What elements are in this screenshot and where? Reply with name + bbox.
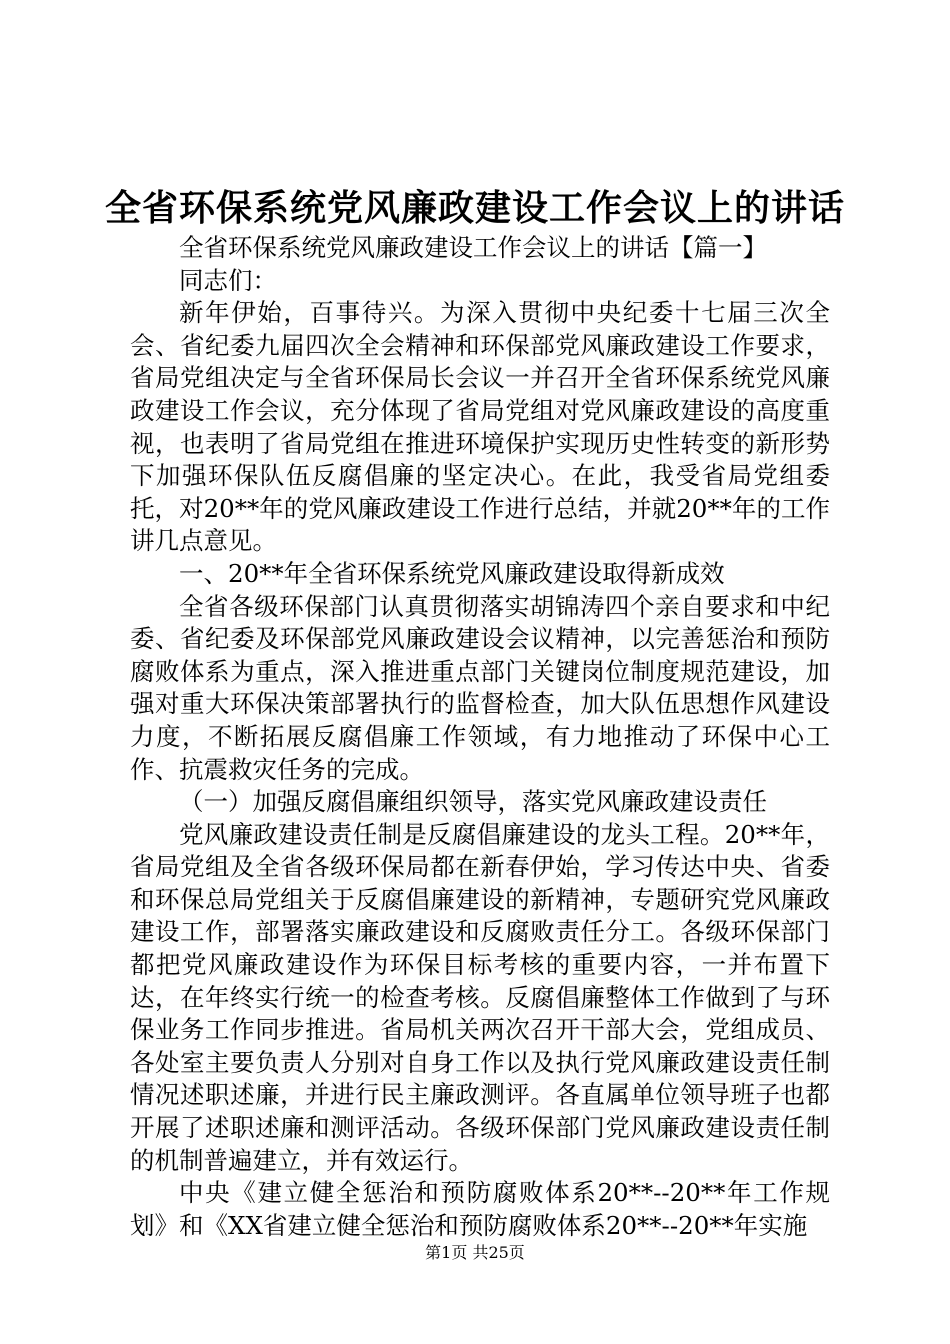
paragraph-central-plan: 中央《建立健全惩治和预防腐败体系20**--20**年工作规划》和《XX省建立健全惩治和预防腐败体系20**--20**年实施 [130,1178,830,1240]
paragraph-salutation: 同志们： [179,265,277,295]
paragraph-responsibility: 党风廉政建设责任制是反腐倡廉建设的龙头工程。20**年，省局党组及全省各级环保局都在新春伊始，学习传达中央、省委和环保总局党组关于反腐倡廉建设的新精神，专题研究党风廉政建设工作，部署落实廉政建设和反腐败责任分工。各级环保部门都把党风廉政建设作为环保目标考核的重要内容，一并布置下达，在年终实行统一的检查考核。反腐倡廉整体工作做到了与环保业务工作同步推进。省局机关两次召开干部大会，党组成员、各处室主要负责人分别对自身工作以及执行党风廉政建设责任制情况述职述廉，并进行民主廉政测评。各直属单位领导班子也都开展了述职述廉和测评活动。各级环保部门党风廉政建设责任制的机制普遍建立，并有效运行。 [130,819,830,1175]
document-title: 全省环保系统党风廉政建设工作会议上的讲话 [104,188,845,229]
page-number-footer: 第1页 共25页 [425,1243,525,1262]
paragraph-intro: 新年伊始，百事待兴。为深入贯彻中央纪委十七届三次全会、省纪委九届四次全会精神和环保部党风廉政建设工作要求，省局党组决定与全省环保局长会议一并召开全省环保系统党风廉政建设工作会议，充分体现了省局党组对党风廉政建设的高度重视，也表明了省局党组在推进环境保护实现历史性转变的新形势下加强环保队伍反腐倡廉的坚定决心。在此，我受省局党组委托，对20**年的党风廉政建设工作进行总结，并就20**年的工作讲几点意见。 [130,298,830,556]
section-heading-1: 一、20**年全省环保系统党风廉政建设取得新成效 [179,558,725,588]
document-body [130,232,830,1242]
paragraph-heading-part-one: 全省环保系统党风廉政建设工作会议上的讲话【篇一】 [179,233,767,262]
subsection-heading-1: （一）加强反腐倡廉组织领导，落实党风廉政建设责任 [179,787,767,817]
paragraph-section-1: 全省各级环保部门认真贯彻落实胡锦涛四个亲自要求和中纪委、省纪委及环保部党风廉政建设会议精神，以完善惩治和预防腐败体系为重点，深入推进重点部门关键岗位制度规范建设，加强对重大环保决策部署执行的监督检查，加大队伍思想作风建设力度，不断拓展反腐倡廉工作领域，有力地推动了环保中心工作、抗震救灾任务的完成。 [130,591,830,784]
